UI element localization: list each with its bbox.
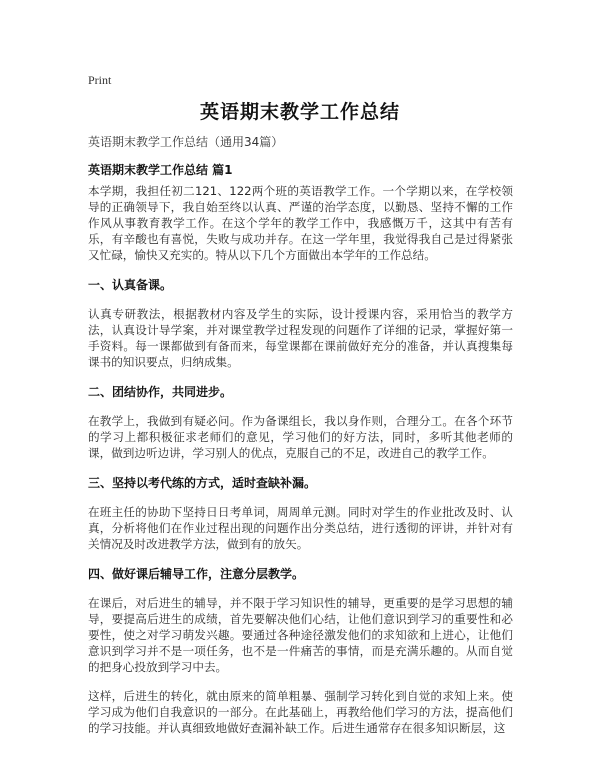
intro-paragraph: 本学期，我担任初二121、122两个班的英语教学工作。一个学期以来，在学校领导的正确领导下，我自始至终以认真、严谨的治学态度，以勤恳、坚持不懈的工作作风从事教育教学工作。在这个学年的教学工作中，我感慨万千，这其中有苦有乐，有辛酸也有喜悦，失败与成功并存。在这一学年里，我觉得我自己是过得紧张又忙碌，愉快又充实的。特从以下几个方面做出本学年的工作总结。 [88,184,513,262]
section-paragraph-3: 在班主任的协助下坚持日日考单词，周周单元测。同时对学生的作业批改及时、认真，分析将他们在作业过程出现的问题作出分类总结，进行透彻的评讲，并针对有关情况及时改进教学方法，做到有的放矢。 [88,505,513,551]
document-subtitle: 英语期末教学工作总结（通用34篇） [88,135,284,149]
page-title: 英语期末教学工作总结 [199,101,400,123]
section-paragraph-1: 认真专研教法，根据教材内容及学生的实际，设计授课内容，采用恰当的教学方法，认真设计导学案，并对课堂教学过程发现的问题作了详细的记录，掌握好第一手资料。每一课都做到有备而来，每堂课都在课前做好充分的准备，并认真搜集每课书的知识要点，归纳成集。 [88,307,513,369]
section-paragraph-4: 在课后，对后进生的辅导，并不限于学习知识性的辅导，更重要的是学习思想的辅导，要提高后进生的成绩，首先要解决他们心结，让他们意识到学习的重要性和必要性，使之对学习萌发兴趣。要通过各种途径激发他们的求知欲和上进心，让他们意识到学习并不是一项任务，也不是一件痛苦的事情，而是充满乐趣的。从而自觉的把身心投放到学习中去。 [88,596,513,674]
section-paragraph-4b: 这样，后进生的转化，就由原来的简单粗暴、强制学习转化到自觉的求知上来。使学习成为他们自我意识的一部分。在此基础上，再教给他们学习的方法，提高他们的学习技能。并认真细致地做好查漏补缺工作。后进生通常存在很多知识断层，这 [88,689,513,735]
section-heading-3: 三、坚持以考代练的方式，适时查缺补漏。 [88,476,317,490]
paragraph-gap [88,675,513,688]
section-paragraph-2: 在教学上，我做到有疑必问。作为备课组长，我以身作则，合理分工。在各个环节的学习上都积极征求老师们的意见，学习他们的好方法，同时，多听其他老师的课，做到边听边讲，学习别人的优点，克服自己的不足，改进自己的教学工作。 [88,414,513,460]
document-body [88,183,513,736]
section-heading-2: 二、团结协作，共同进步。 [88,385,233,399]
part-title: 英语期末教学工作总结 篇1 [88,163,233,177]
section-heading-1: 一、认真备课。 [88,278,173,292]
section-heading-4: 四、做好课后辅导工作，注意分层教学。 [88,567,305,581]
print-label[interactable]: Print [88,73,112,87]
